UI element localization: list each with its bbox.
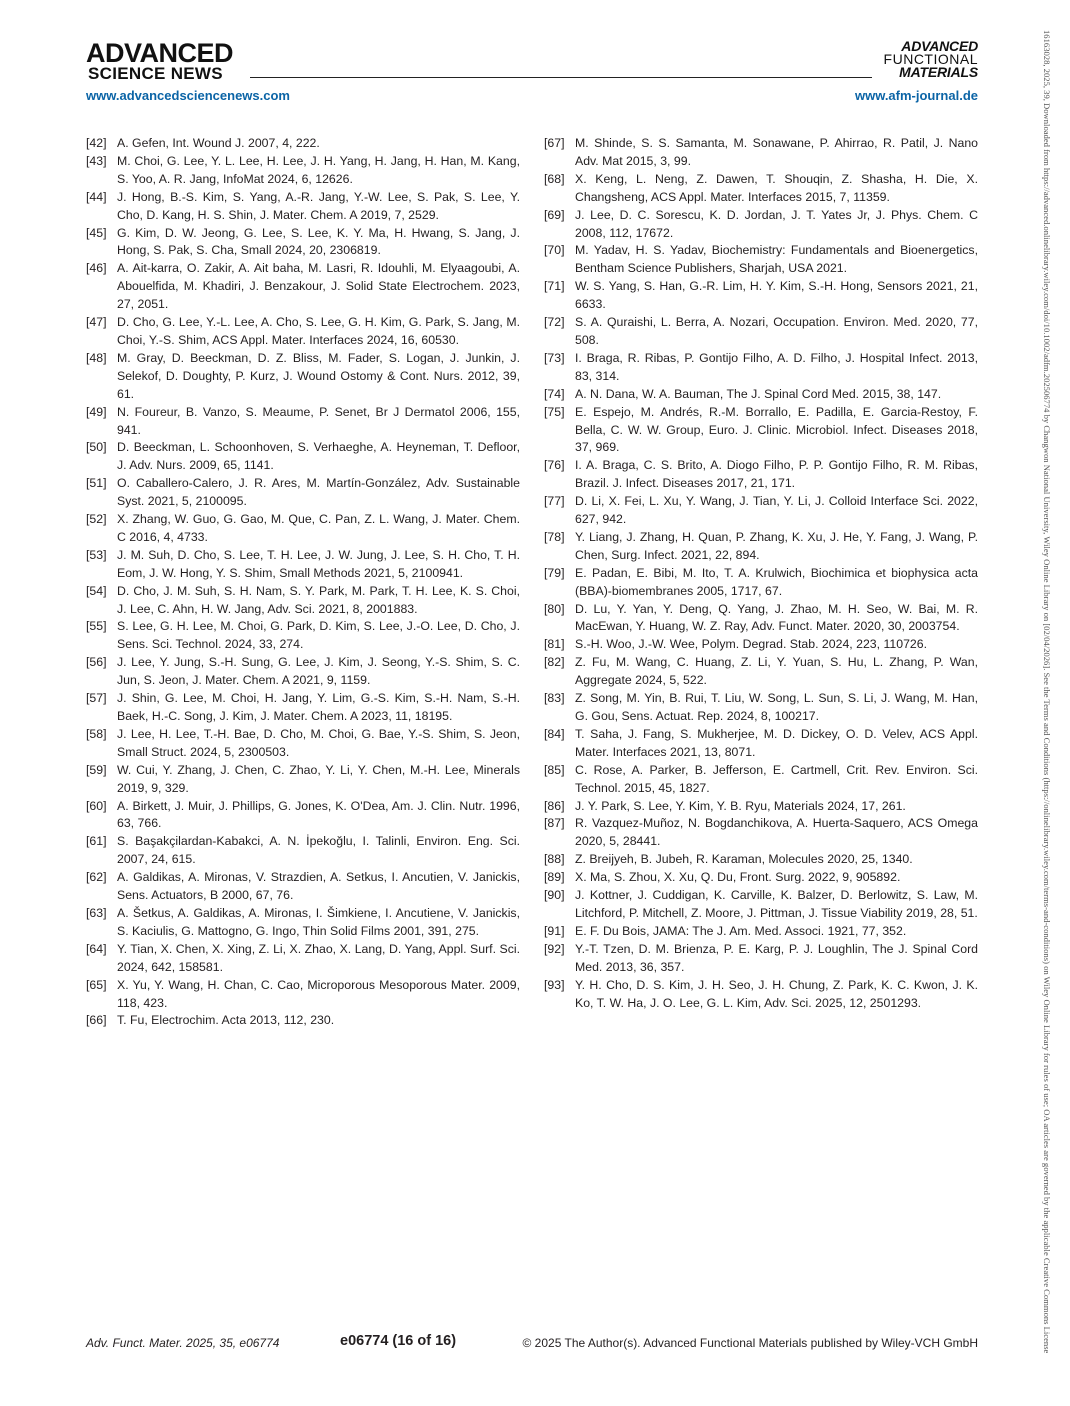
reference-text: J. Hong, B.-S. Kim, S. Yang, A.-R. Jang, Y.-W. Lee, S. Pak, S. Lee, Y. Cho, D. Kang, H. S. Shin, J. Mater. Chem. A 2019, 7, 2529.: [117, 189, 520, 222]
reference-text: Y. Liang, J. Zhang, H. Quan, P. Zhang, K. Xu, J. He, Y. Fang, J. Wang, P. Chen, Surg. Infect. 2021, 22, 894.: [575, 529, 978, 562]
reference-item: [86, 225, 520, 261]
reference-text: A. N. Dana, W. A. Bauman, The J. Spinal Cord Med. 2015, 38, 147.: [575, 386, 942, 401]
reference-item: [544, 869, 978, 887]
reference-item: [544, 457, 978, 493]
reference-number: [86]: [544, 798, 565, 813]
reference-number: [62]: [86, 870, 107, 885]
reference-number: [43]: [86, 153, 107, 168]
publisher-logo-line1: ADVANCED: [86, 38, 234, 68]
reference-item: [544, 887, 978, 923]
references-right-column: [544, 135, 978, 1012]
reference-number: [65]: [86, 977, 107, 992]
reference-item: [86, 547, 520, 583]
journal-logo: [884, 40, 978, 79]
reference-item: [544, 386, 978, 404]
publisher-logo: [86, 40, 256, 82]
reference-item: [544, 314, 978, 350]
journal-logo-line3: MATERIALS: [899, 64, 978, 80]
reference-item: [86, 941, 520, 977]
reference-number: [88]: [544, 852, 565, 867]
reference-item: [544, 135, 978, 171]
reference-item: [544, 941, 978, 977]
reference-text: G. Kim, D. W. Jeong, G. Lee, S. Lee, K. Y. Ma, H. Hwang, S. Jang, J. Hong, S. Pak, S. Cha, Small 2024, 20, 2306819.: [117, 225, 520, 258]
reference-number: [61]: [86, 834, 107, 849]
reference-number: [71]: [544, 279, 565, 294]
reference-number: [53]: [86, 547, 107, 562]
journal-logo-line2: FUNCTIONAL: [883, 51, 978, 67]
reference-number: [75]: [544, 404, 565, 419]
reference-text: M. Shinde, S. S. Samanta, M. Sonawane, P. Ahirrao, R. Patil, J. Nano Adv. Mat 2015, 3, 99.: [575, 136, 978, 168]
reference-number: [74]: [544, 386, 565, 401]
reference-text: R. Vazquez-Muñoz, N. Bogdanchikova, A. Huerta-Saquero, ACS Omega 2020, 5, 28441.: [575, 816, 978, 849]
reference-text: D. Cho, J. M. Suh, S. H. Nam, S. Y. Park, M. Park, T. H. Lee, K. S. Choi, J. Lee, C. Ahn, H. W. Jang, Adv. Sci. 2021, 8, 2001883.: [117, 583, 520, 616]
reference-text: M. Yadav, H. S. Yadav, Biochemistry: Fundamentals and Bioenergetics, Bentham Science Publishers, Sharjah, USA 2021.: [575, 243, 978, 276]
reference-item: [86, 511, 520, 547]
reference-text: Z. Breijyeh, B. Jubeh, R. Karaman, Molecules 2020, 25, 1340.: [575, 852, 913, 867]
reference-number: [81]: [544, 637, 565, 652]
reference-item: [86, 439, 520, 475]
reference-number: [54]: [86, 583, 107, 598]
reference-item: [86, 798, 520, 834]
reference-text: J. Lee, D. C. Sorescu, K. D. Jordan, J. T. Yates Jr, J. Phys. Chem. C 2008, 112, 17672.: [575, 207, 978, 240]
reference-number: [70]: [544, 243, 565, 258]
reference-number: [42]: [86, 136, 107, 150]
reference-text: C. Rose, A. Parker, B. Jefferson, E. Cartmell, Crit. Rev. Environ. Sci. Technol. 2015, 45, 1827.: [575, 762, 978, 795]
reference-item: [544, 350, 978, 386]
reference-number: [47]: [86, 315, 107, 330]
reference-text: A. Galdikas, A. Mironas, V. Strazdien, A. Setkus, I. Ancutien, V. Janickis, Sens. Actuators, B 2000, 67, 76.: [117, 870, 520, 903]
journal-logo-line1: ADVANCED: [901, 38, 978, 54]
reference-number: [56]: [86, 655, 107, 670]
reference-number: [72]: [544, 315, 565, 330]
reference-item: [86, 314, 520, 350]
reference-item: [86, 690, 520, 726]
reference-item: [86, 1012, 520, 1030]
reference-number: [68]: [544, 171, 565, 186]
reference-text: A. Ait-karra, O. Zakir, A. Ait baha, M. Lasri, R. Idouhli, M. Elyaagoubi, A. Abouelfida, M. Khadiri, J. Benzakour, J. Solid State Electrochem. 2023, 27, 2051.: [117, 261, 520, 312]
reference-number: [83]: [544, 691, 565, 706]
header-rule: [250, 77, 872, 78]
publisher-url-link[interactable]: www.advancedsciencenews.com: [86, 88, 290, 103]
reference-text: T. Saha, J. Fang, S. Mukherjee, M. D. Dickey, O. D. Velev, ACS Appl. Mater. Interfaces 2021, 13, 8071.: [575, 726, 978, 759]
reference-number: [77]: [544, 494, 565, 509]
reference-number: [69]: [544, 207, 565, 222]
reference-number: [76]: [544, 458, 565, 473]
reference-text: X. Yu, Y. Wang, H. Chan, C. Cao, Microporous Mesoporous Mater. 2009, 118, 423.: [117, 977, 520, 1010]
reference-number: [73]: [544, 350, 565, 365]
reference-item: [86, 833, 520, 869]
reference-item: [86, 977, 520, 1013]
reference-text: I. A. Braga, C. S. Brito, A. Diogo Filho, P. P. Gontijo Filho, R. M. Ribas, Brazil. J. Infect. Diseases 2017, 21, 171.: [575, 458, 978, 491]
reference-text: E. F. Du Bois, JAMA: The J. Am. Med. Associ. 1921, 77, 352.: [575, 923, 907, 938]
reference-item: [544, 977, 978, 1013]
reference-number: [64]: [86, 941, 107, 956]
download-notice: 16163028, 2025, 39, Downloaded from https://advanced.onlinelibrary.wiley.com/doi/10.1002/adfm.202506774 by Changwon National University, Wiley Online Library on [02/04/2026]. See the Terms and Conditions (https://onlinelibrary.wiley.com/terms-and-conditions) on Wiley Online Library for rules of use; OA articles are governed by the applicable Creative Commons License: [1042, 30, 1052, 1354]
reference-text: A. Gefen, Int. Wound J. 2007, 4, 222.: [117, 136, 320, 150]
reference-number: [80]: [544, 601, 565, 616]
reference-text: J. Kottner, J. Cuddigan, K. Carville, K. Balzer, D. Berlowitz, S. Law, M. Litchford, P. Mitchell, Z. Moore, J. Pittman, J. Tissue Viability 2019, 28, 51.: [575, 888, 978, 920]
journal-url-link[interactable]: www.afm-journal.de: [854, 88, 978, 103]
reference-number: [82]: [544, 655, 565, 670]
reference-item: [544, 529, 978, 565]
reference-item: [86, 905, 520, 941]
reference-text: M. Choi, G. Lee, Y. L. Lee, H. Lee, J. H. Yang, H. Jang, H. Han, M. Kang, S. Yoo, A. R. Jang, InfoMat 2024, 6, 12626.: [117, 153, 520, 186]
reference-text: T. Fu, Electrochim. Acta 2013, 112, 230.: [117, 1013, 335, 1028]
reference-number: [90]: [544, 888, 565, 903]
reference-text: D. Li, X. Fei, L. Xu, Y. Wang, J. Tian, Y. Li, J. Colloid Interface Sci. 2022, 627, 942.: [575, 494, 978, 527]
reference-number: [51]: [86, 476, 107, 491]
publisher-logo-line2: SCIENCE NEWS: [88, 64, 223, 83]
reference-text: S. Başakçilardan-Kabakci, A. N. İpekoğlu, I. Talinli, Environ. Eng. Sci. 2007, 24, 615.: [117, 834, 520, 867]
reference-text: S. Lee, G. H. Lee, M. Choi, G. Park, D. Kim, S. Lee, J.-O. Lee, D. Cho, J. Sens. Sci. Technol. 2024, 33, 274.: [117, 619, 520, 652]
reference-number: [45]: [86, 225, 107, 240]
reference-number: [59]: [86, 762, 107, 777]
reference-item: [86, 583, 520, 619]
reference-text: M. Gray, D. Beeckman, D. Z. Bliss, M. Fader, S. Logan, J. Junkin, J. Selekof, D. Doughty, P. Kurz, J. Wound Ostomy & Cont. Nurs. 2012, 39, 61.: [117, 350, 520, 401]
reference-text: D. Cho, G. Lee, Y.-L. Lee, A. Cho, S. Lee, G. H. Kim, G. Park, S. Jang, M. Choi, Y.-S. Shim, ACS Appl. Mater. Interfaces 2024, 16, 60530.: [117, 315, 520, 347]
reference-text: J. Shin, G. Lee, M. Choi, H. Jang, Y. Lim, G.-S. Kim, S.-H. Nam, S.-H. Baek, H.-C. Song, J. Kim, J. Mater. Chem. A 2023, 11, 18195.: [117, 691, 520, 723]
footer-citation: Adv. Funct. Mater. 2025, 35, e06774: [86, 1336, 280, 1350]
reference-text: J. M. Suh, D. Cho, S. Lee, T. H. Lee, J. W. Jung, J. Lee, S. H. Cho, T. H. Eom, J. W. Hong, Y. S. Shim, Small Methods 2021, 5, 2100941.: [117, 547, 520, 580]
reference-number: [52]: [86, 512, 107, 527]
reference-item: [544, 923, 978, 941]
reference-item: [86, 762, 520, 798]
reference-item: [86, 869, 520, 905]
reference-text: W. Cui, Y. Zhang, J. Chen, C. Zhao, Y. Li, Y. Chen, M.-H. Lee, Minerals 2019, 9, 329.: [117, 762, 520, 795]
reference-item: [86, 618, 520, 654]
reference-text: Z. Song, M. Yin, B. Rui, T. Liu, W. Song, L. Sun, S. Li, J. Wang, M. Han, G. Gou, Sens. Actuat. Rep. 2024, 8, 100217.: [575, 691, 978, 723]
reference-number: [85]: [544, 762, 565, 777]
reference-item: [544, 762, 978, 798]
footer-copyright: © 2025 The Author(s). Advanced Functional Materials published by Wiley-VCH GmbH: [522, 1336, 978, 1350]
reference-number: [48]: [86, 350, 107, 365]
reference-item: [86, 654, 520, 690]
reference-number: [91]: [544, 923, 565, 938]
reference-text: J. Y. Park, S. Lee, Y. Kim, Y. B. Ryu, Materials 2024, 17, 261.: [575, 798, 906, 813]
reference-item: [544, 654, 978, 690]
reference-number: [79]: [544, 565, 565, 580]
reference-text: S.-H. Woo, J.-W. Wee, Polym. Degrad. Stab. 2024, 223, 110726.: [575, 637, 928, 652]
reference-item: [544, 493, 978, 529]
reference-text: W. S. Yang, S. Han, G.-R. Lim, H. Y. Kim, S.-H. Hong, Sensors 2021, 21, 6633.: [575, 279, 978, 312]
reference-text: Y.-T. Tzen, D. M. Brienza, P. E. Karg, P. J. Loughlin, The J. Spinal Cord Med. 2013, 36, 357.: [575, 941, 978, 974]
reference-item: [544, 636, 978, 654]
reference-number: [44]: [86, 189, 107, 204]
reference-item: [544, 601, 978, 637]
reference-item: [544, 207, 978, 243]
reference-number: [89]: [544, 870, 565, 885]
references-left-column: [86, 135, 520, 1030]
reference-item: [544, 404, 978, 458]
reference-text: X. Ma, S. Zhou, X. Xu, Q. Du, Front. Surg. 2022, 9, 905892.: [575, 870, 901, 885]
reference-text: E. Padan, E. Bibi, M. Ito, T. A. Krulwich, Biochimica et biophysica acta (BBA)-biomembranes 2005, 1717, 67.: [575, 565, 978, 598]
reference-number: [55]: [86, 619, 107, 634]
reference-item: [544, 171, 978, 207]
reference-text: D. Beeckman, L. Schoonhoven, S. Verhaeghe, A. Heyneman, T. Defloor, J. Adv. Nurs. 2009, 65, 1141.: [117, 440, 520, 473]
reference-text: Z. Fu, M. Wang, C. Huang, Z. Li, Y. Yuan, S. Hu, L. Zhang, P. Wan, Aggregate 2024, 5, 522.: [575, 655, 978, 688]
reference-number: [78]: [544, 529, 565, 544]
reference-item: [544, 851, 978, 869]
reference-text: I. Braga, R. Ribas, P. Gontijo Filho, A. D. Filho, J. Hospital Infect. 2013, 83, 314.: [575, 350, 978, 383]
reference-number: [67]: [544, 136, 565, 150]
reference-number: [84]: [544, 726, 565, 741]
reference-text: S. A. Quraishi, L. Berra, A. Nozari, Occupation. Environ. Med. 2020, 77, 508.: [575, 315, 978, 347]
reference-item: [86, 404, 520, 440]
reference-text: X. Zhang, W. Guo, G. Gao, M. Que, C. Pan, Z. L. Wang, J. Mater. Chem. C 2016, 4, 4733.: [117, 512, 520, 544]
reference-item: [86, 475, 520, 511]
reference-text: J. Lee, H. Lee, T.-H. Bae, D. Cho, M. Choi, G. Bae, Y.-S. Shim, S. Jeon, Small Struct. 2024, 5, 2300503.: [117, 726, 520, 759]
reference-item: [544, 278, 978, 314]
reference-number: [57]: [86, 691, 107, 706]
reference-item: [544, 726, 978, 762]
reference-text: J. Lee, Y. Jung, S.-H. Sung, G. Lee, J. Kim, J. Seong, Y.-S. Shim, S. C. Jun, S. Jeon, J. Mater. Chem. A 2021, 9, 1159.: [117, 655, 520, 688]
reference-number: [49]: [86, 404, 107, 419]
reference-text: Y. H. Cho, D. S. Kim, J. H. Seo, J. H. Chung, Z. Park, K. C. Kwon, J. K. Ko, T. W. Ha, J. O. Lee, G. L. Kim, Adv. Sci. 2025, 12, 2501293.: [575, 977, 978, 1010]
reference-item: [86, 153, 520, 189]
reference-text: E. Espejo, M. Andrés, R.-M. Borrallo, E. Padilla, E. Garcia-Restoy, F. Bella, C. W. W. Group, Euro. J. Clinic. Microbiol. Infect. Diseases 2018, 37, 969.: [575, 404, 978, 455]
reference-text: A. Šetkus, A. Galdikas, A. Mironas, I. Šimkiene, I. Ancutiene, V. Janickis, S. Kaciulis, G. Mattogno, G. Ingo, Thin Solid Films 2001, 391, 275.: [117, 905, 520, 938]
reference-number: [87]: [544, 816, 565, 831]
reference-item: [544, 815, 978, 851]
reference-item: [544, 690, 978, 726]
reference-number: [46]: [86, 261, 107, 276]
reference-text: D. Lu, Y. Yan, Y. Deng, Q. Yang, J. Zhao, M. H. Seo, W. Bai, M. R. MacEwan, Y. Huang, W. Z. Ray, Adv. Funct. Mater. 2020, 30, 2003754.: [575, 601, 978, 634]
reference-item: [86, 726, 520, 762]
reference-number: [63]: [86, 905, 107, 920]
footer-page-number: e06774 (16 of 16): [340, 1333, 457, 1349]
reference-item: [86, 260, 520, 314]
reference-text: X. Keng, L. Neng, Z. Dawen, T. Shouqin, Z. Shasha, H. Die, X. Changsheng, ACS Appl. Mater. Interfaces 2015, 7, 11359.: [575, 171, 978, 204]
reference-text: Y. Tian, X. Chen, X. Xing, Z. Li, X. Zhao, X. Lang, D. Yang, Appl. Surf. Sci. 2024, 642, 158581.: [117, 941, 520, 974]
reference-item: [86, 189, 520, 225]
reference-number: [60]: [86, 798, 107, 813]
reference-text: N. Foureur, B. Vanzo, S. Meaume, P. Senet, Br J Dermatol 2006, 155, 941.: [117, 404, 520, 437]
reference-text: O. Caballero-Calero, J. R. Ares, M. Martín-González, Adv. Sustainable Syst. 2021, 5, 2100095.: [117, 476, 520, 509]
download-sidebar: [1040, 30, 1056, 1370]
reference-item: [544, 242, 978, 278]
reference-item: [544, 565, 978, 601]
reference-number: [50]: [86, 440, 107, 455]
reference-number: [66]: [86, 1013, 107, 1028]
reference-item: [544, 798, 978, 816]
reference-text: A. Birkett, J. Muir, J. Phillips, G. Jones, K. O'Dea, Am. J. Clin. Nutr. 1996, 63, 766.: [117, 798, 520, 831]
reference-item: [86, 350, 520, 404]
reference-item: [86, 135, 520, 153]
reference-number: [92]: [544, 941, 565, 956]
reference-number: [58]: [86, 726, 107, 741]
reference-number: [93]: [544, 977, 565, 992]
